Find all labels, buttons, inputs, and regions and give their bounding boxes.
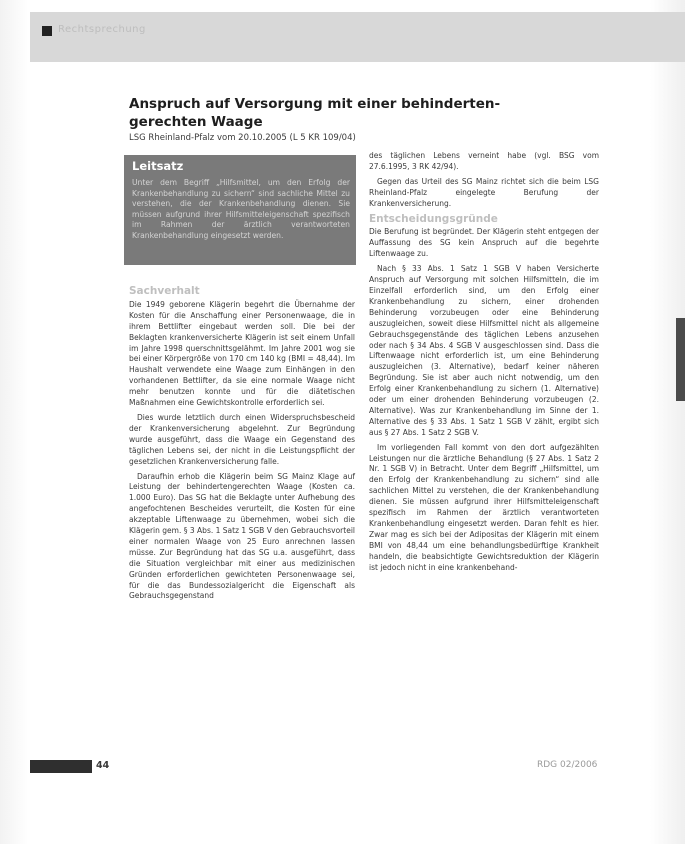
header-band <box>30 12 685 62</box>
leitsatz-text: Unter dem Begriff „Hilfsmittel, um den Erfolg der Krankenbehandlung zu sichern“ sind sachliche Mittel zu verstehen, die der Krankenbehandlung dienen. Sie müssen aufgrund ihrer Hilfsmitteleigenschaft spezifisch im Rahmen der ärztlich verantworteten Krankenbehandlung eingesetzt werden. <box>132 178 350 240</box>
sachverhalt-paragraph: Daraufhin erhob die Klägerin beim SG Mainz Klage auf Leistung der behindertengerechten Waage (Kosten ca. 1.000 Euro). Das SG hat die Beklagte unter Aufhebung des angefochtenen Bescheides verurteilt, die Kosten für eine akzeptable Liftenwaage zu übernehmen, wobei sich die Klägerin gem. § 3 Abs. 1 Satz 1 SGB V den Gebrauchsvorteil einer normalen Waage von 25 Euro anrechnen lassen müsse. Zur Begründung hat das SG u.a. ausgeführt, dass die Situation vergleichbar mit einer aus medizinischen Gründen erforderlichen gewichteten Personenwaage sei, für die das Bundessozialgericht die Eigenschaft als Gebrauchsgegenstand <box>129 471 355 601</box>
sachverhalt-paragraph: Dies wurde letztlich durch einen Widerspruchsbescheid der Krankenversicherung abgelehnt. Zur Begründung wurde ausgeführt, dass die Waage ein Gegenstand des täglichen Lebens sei, der nicht in die Leistungspflicht der gesetzlichen Krankenversicherung falle. <box>129 412 355 466</box>
page-edge-tab <box>676 318 685 401</box>
journal-issue: RDG 02/2006 <box>537 760 598 770</box>
entscheidung-paragraph: Nach § 33 Abs. 1 Satz 1 SGB V haben Versicherte Anspruch auf Versorgung mit solchen Hilfsmitteln, die im Einzelfall erforderlich sind, um den Erfolg einer Krankenbehandlung zu sichern, einer drohenden Behinderung vorzubeugen oder eine Behinderung auszugleichen, soweit diese Hilfsmittel nicht als allgemeine Gebrauchsgegenstände des täglichen Lebens anzusehen oder nach § 34 Abs. 4 SGB V ausgeschlossen sind. Dass die Liftenwaage nicht erforderlich ist, um eine Behinderung auszugleichen (3. Alternative), bedarf keiner näheren Begründung. Sie ist aber auch nicht notwendig, um den Erfolg einer Krankenbehandlung zu sichern (1. Alternative) oder um einer drohenden Behinderung vorzubeugen (2. Alternative). Was zur Krankenbehandlung im Sinne der 1. Alternative des § 33 Abs. 1 Satz 1 SGB V zählt, ergibt sich aus § 27 Abs. 1 Satz 2 SGB V. <box>369 264 599 437</box>
section-label: Rechtsprechung <box>58 24 146 35</box>
article-title: Anspruch auf Versorgung mit einer behinderten-gerechten Waage <box>129 96 501 130</box>
leitsatz-heading: Leitsatz <box>132 159 184 173</box>
entscheidungsgruende-heading: Entscheidungsgründe <box>369 212 498 225</box>
berufung-paragraph: Gegen das Urteil des SG Mainz richtet sich die beim LSG Rheinland-Pfalz eingelegte Berufung der Krankenversicherung. <box>369 176 599 208</box>
right-column <box>369 151 599 578</box>
sachverhalt-continuation: des täglichen Lebens verneint habe (vgl. BSG vom 27.6.1995, 3 RK 42/94). <box>369 151 599 171</box>
article-citation: LSG Rheinland-Pfalz vom 20.10.2005 (L 5 KR 109/04) <box>129 133 356 143</box>
footer-bar <box>30 760 92 773</box>
entscheidung-paragraph: Im vorliegenden Fall kommt von den dort aufgezählten Leistungen nur die ärztliche Behandlung (§ 27 Abs. 1 Satz 2 Nr. 1 SGB V) in Betracht. Unter dem Begriff „Hilfsmittel, um den Erfolg der Krankenbehandlung zu sichern“ sind alle sachlichen Mittel zu verstehen, die der Krankenbehandlung dienen. Sie müssen aufgrund ihrer Hilfsmitteleigenschaft spezifisch im Rahmen der ärztlich verantworteten Krankenbehandlung eingesetzt werden. Daran fehlt es hier. Zwar mag es sich bei der Adipositas der Klägerin mit einem BMI von 48,44 um eine behandlungsbedürftige Krankheit handeln, die beabsichtigte Gewichtsreduktion der Klägerin ist jedoch nicht in eine krankenbehand- <box>369 442 599 572</box>
page-number: 44 <box>96 760 110 771</box>
entscheidung-paragraph: Die Berufung ist begründet. Der Klägerin steht entgegen der Auffassung des SG kein Anspruch auf die begehrte Liftenwaage zu. <box>369 227 599 259</box>
sachverhalt-heading: Sachverhalt <box>129 285 200 297</box>
leitsatz-box <box>124 155 356 265</box>
sachverhalt-paragraph: Die 1949 geborene Klägerin begehrt die Übernahme der Kosten für die Anschaffung einer Personenwaage, die in ihrem Bettlifter eingebaut werden soll. Die bei der Beklagten krankenversicherte Klägerin ist seit einem Unfall im Jahre 1998 querschnittsgelähmt. Im Jahre 2001 wog sie bei einer Körpergröße von 170 cm 140 kg (BMI = 48,44). Im Haushalt verwendete eine Waage zum Einhängen in den vorhandenen Bettlifter, da sie eine normale Waage nicht mehr benutzen konnte und für die diätetischen Maßnahmen eine Gewichtskontrolle erforderlich sei. <box>129 299 355 408</box>
header-marker-square <box>42 26 52 36</box>
left-column <box>129 282 355 606</box>
